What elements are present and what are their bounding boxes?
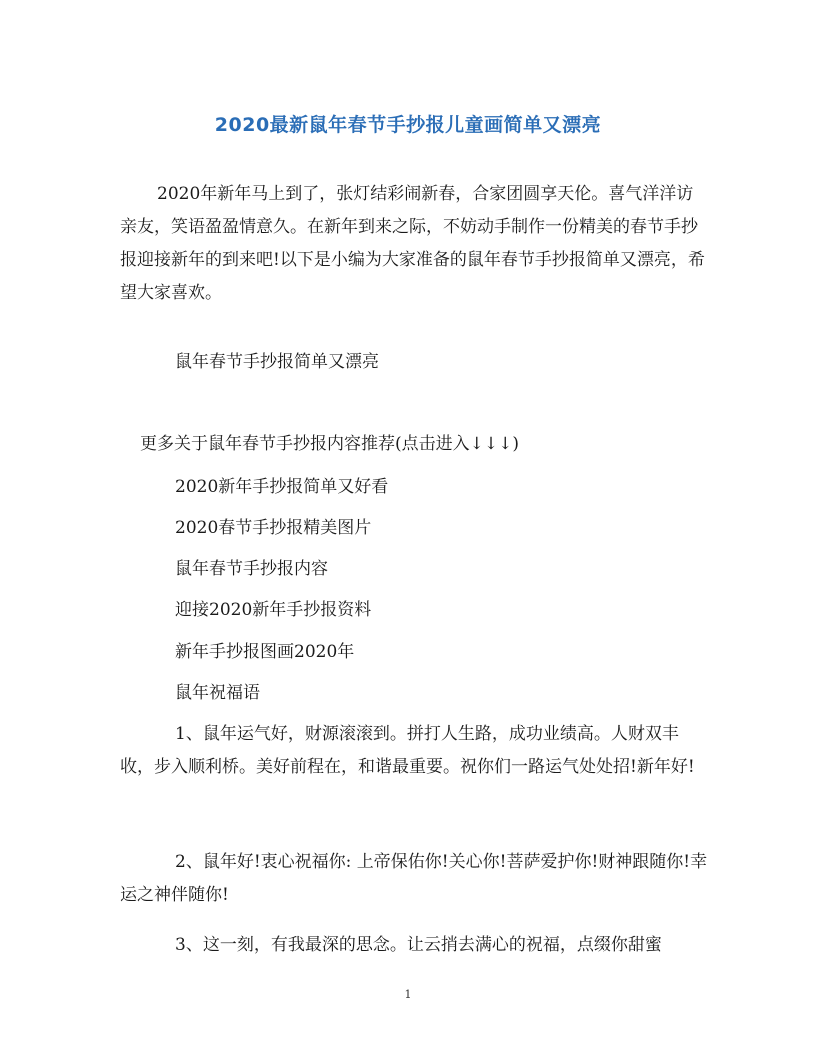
recommendation-link[interactable]: 2020春节手抄报精美图片 xyxy=(175,518,372,538)
recommendation-link[interactable]: 鼠年祝福语 xyxy=(175,683,260,703)
recommendation-link[interactable]: 2020新年手抄报简单又好看 xyxy=(175,477,389,497)
subheading: 鼠年春节手抄报简单又漂亮 xyxy=(175,352,379,372)
document-title: 2020最新鼠年春节手抄报儿童画简单又漂亮 xyxy=(214,114,602,136)
wish-paragraph: 1、鼠年运气好，财源滚滚到。拼打人生路，成功业绩高。人财双丰收，步入顺利桥。美好前程在，和谐最重要。祝你们一路运气处处招!新年好! xyxy=(120,724,695,777)
page-number: 1 xyxy=(404,988,412,1001)
wish-paragraph: 3、这一刻，有我最深的思念。让云捎去满心的祝福，点缀你甜蜜 xyxy=(175,935,662,955)
wish-paragraph: 2、鼠年好!衷心祝福你: 上帝保佑你!关心你!菩萨爱护你!财神跟随你!幸运之神伴随你! xyxy=(120,852,708,905)
recommendation-link[interactable]: 鼠年春节手抄报内容 xyxy=(175,559,328,579)
intro-paragraph: 2020年新年马上到了，张灯结彩闹新春，合家团圆享天伦。喜气洋洋访亲友，笑语盈盈情意久。在新年到来之际，不妨动手制作一份精美的春节手抄报迎接新年的到来吧!以下是小编为大家准备的鼠年春节手抄报简单又漂亮，希望大家喜欢。 xyxy=(120,184,705,303)
recommendation-link[interactable]: 迎接2020新年手抄报资料 xyxy=(175,600,372,620)
recommendation-link[interactable]: 新年手抄报图画2020年 xyxy=(175,642,355,662)
more-heading: 更多关于鼠年春节手抄报内容推荐(点击进入↓↓↓) xyxy=(140,434,519,454)
